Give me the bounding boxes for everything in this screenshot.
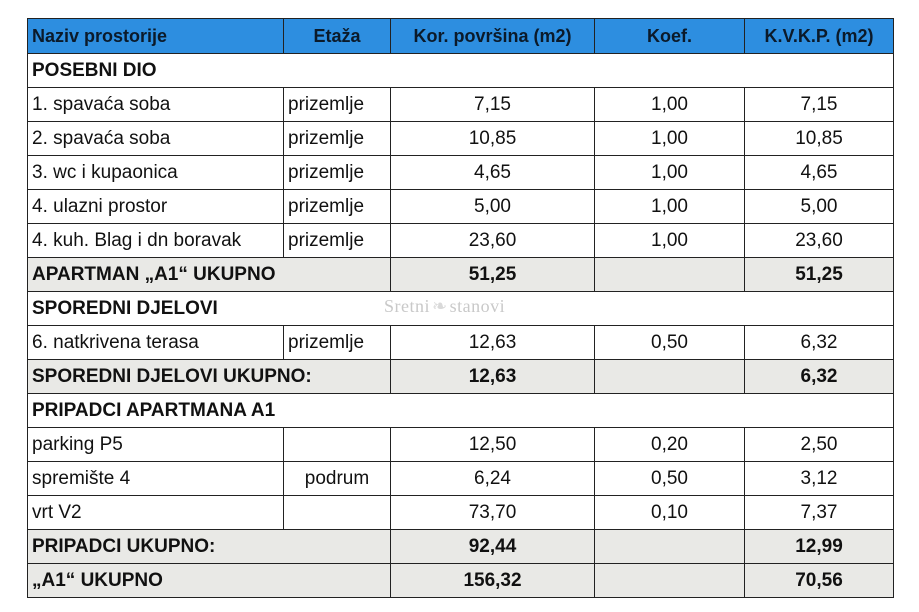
header-kvkp: K.V.K.P. (m2) — [745, 19, 894, 54]
table-row — [28, 88, 894, 122]
total-label: PRIPADCI UKUPNO: — [28, 530, 391, 564]
total-kvkp: 70,56 — [745, 564, 894, 598]
room-area: 23,60 — [391, 224, 595, 258]
room-area: 6,24 — [391, 462, 595, 496]
header-row — [28, 19, 894, 54]
room-kvkp: 10,85 — [745, 122, 894, 156]
total-kvkp: 51,25 — [745, 258, 894, 292]
table-row — [28, 326, 894, 360]
room-kvkp: 7,15 — [745, 88, 894, 122]
room-area: 5,00 — [391, 190, 595, 224]
total-area: 12,63 — [391, 360, 595, 394]
total-row-pripadci — [28, 530, 894, 564]
total-label: APARTMAN „A1“ UKUPNO — [28, 258, 391, 292]
total-coef — [595, 564, 745, 598]
total-kvkp: 6,32 — [745, 360, 894, 394]
room-kvkp: 4,65 — [745, 156, 894, 190]
room-name: parking P5 — [28, 428, 284, 462]
total-label: „A1“ UKUPNO — [28, 564, 391, 598]
room-name: 1. spavaća soba — [28, 88, 284, 122]
total-area: 92,44 — [391, 530, 595, 564]
total-row-apartman — [28, 258, 894, 292]
room-name: 2. spavaća soba — [28, 122, 284, 156]
watermark-logo-icon: ❧ — [432, 296, 448, 316]
room-floor: prizemlje — [284, 88, 391, 122]
room-name: 6. natkrivena terasa — [28, 326, 284, 360]
room-coef: 1,00 — [595, 156, 745, 190]
room-floor: prizemlje — [284, 122, 391, 156]
room-coef: 0,20 — [595, 428, 745, 462]
room-coef: 0,50 — [595, 462, 745, 496]
room-floor — [284, 428, 391, 462]
header-area: Kor. površina (m2) — [391, 19, 595, 54]
table-row — [28, 462, 894, 496]
total-kvkp: 12,99 — [745, 530, 894, 564]
room-kvkp: 2,50 — [745, 428, 894, 462]
room-coef: 0,10 — [595, 496, 745, 530]
room-area: 12,63 — [391, 326, 595, 360]
room-floor: podrum — [284, 462, 391, 496]
room-coef: 1,00 — [595, 88, 745, 122]
room-floor — [284, 496, 391, 530]
section-title: SPOREDNI DJELOVI — [28, 292, 894, 326]
total-coef — [595, 258, 745, 292]
room-coef: 1,00 — [595, 190, 745, 224]
table-row — [28, 496, 894, 530]
room-area: 7,15 — [391, 88, 595, 122]
room-floor: prizemlje — [284, 224, 391, 258]
room-kvkp: 3,12 — [745, 462, 894, 496]
table-row — [28, 428, 894, 462]
room-area: 4,65 — [391, 156, 595, 190]
total-area: 51,25 — [391, 258, 595, 292]
room-kvkp: 6,32 — [745, 326, 894, 360]
total-row-a1 — [28, 564, 894, 598]
room-name: spremište 4 — [28, 462, 284, 496]
room-floor: prizemlje — [284, 190, 391, 224]
room-coef: 1,00 — [595, 224, 745, 258]
room-kvkp: 5,00 — [745, 190, 894, 224]
total-coef — [595, 530, 745, 564]
total-row-sporedni — [28, 360, 894, 394]
room-name: 3. wc i kupaonica — [28, 156, 284, 190]
room-kvkp: 23,60 — [745, 224, 894, 258]
table-row — [28, 156, 894, 190]
table-row — [28, 122, 894, 156]
room-name: 4. ulazni prostor — [28, 190, 284, 224]
room-floor: prizemlje — [284, 326, 391, 360]
room-area: 12,50 — [391, 428, 595, 462]
watermark-left: Sretni — [384, 296, 430, 316]
room-name: 4. kuh. Blag i dn boravak — [28, 224, 284, 258]
section-title: PRIPADCI APARTMANA A1 — [28, 394, 894, 428]
total-area: 156,32 — [391, 564, 595, 598]
room-name: vrt V2 — [28, 496, 284, 530]
section-row-posebni — [28, 54, 894, 88]
room-coef: 0,50 — [595, 326, 745, 360]
room-coef: 1,00 — [595, 122, 745, 156]
watermark — [384, 296, 505, 317]
room-floor: prizemlje — [284, 156, 391, 190]
table-row — [28, 190, 894, 224]
table-row — [28, 224, 894, 258]
header-name: Naziv prostorije — [28, 19, 284, 54]
watermark-right: stanovi — [449, 296, 506, 316]
total-label: SPOREDNI DJELOVI UKUPNO: — [28, 360, 391, 394]
room-area: 10,85 — [391, 122, 595, 156]
room-kvkp: 7,37 — [745, 496, 894, 530]
room-area: 73,70 — [391, 496, 595, 530]
header-floor: Etaža — [284, 19, 391, 54]
section-title: POSEBNI DIO — [28, 54, 894, 88]
header-coef: Koef. — [595, 19, 745, 54]
section-row-pripadci — [28, 394, 894, 428]
total-coef — [595, 360, 745, 394]
